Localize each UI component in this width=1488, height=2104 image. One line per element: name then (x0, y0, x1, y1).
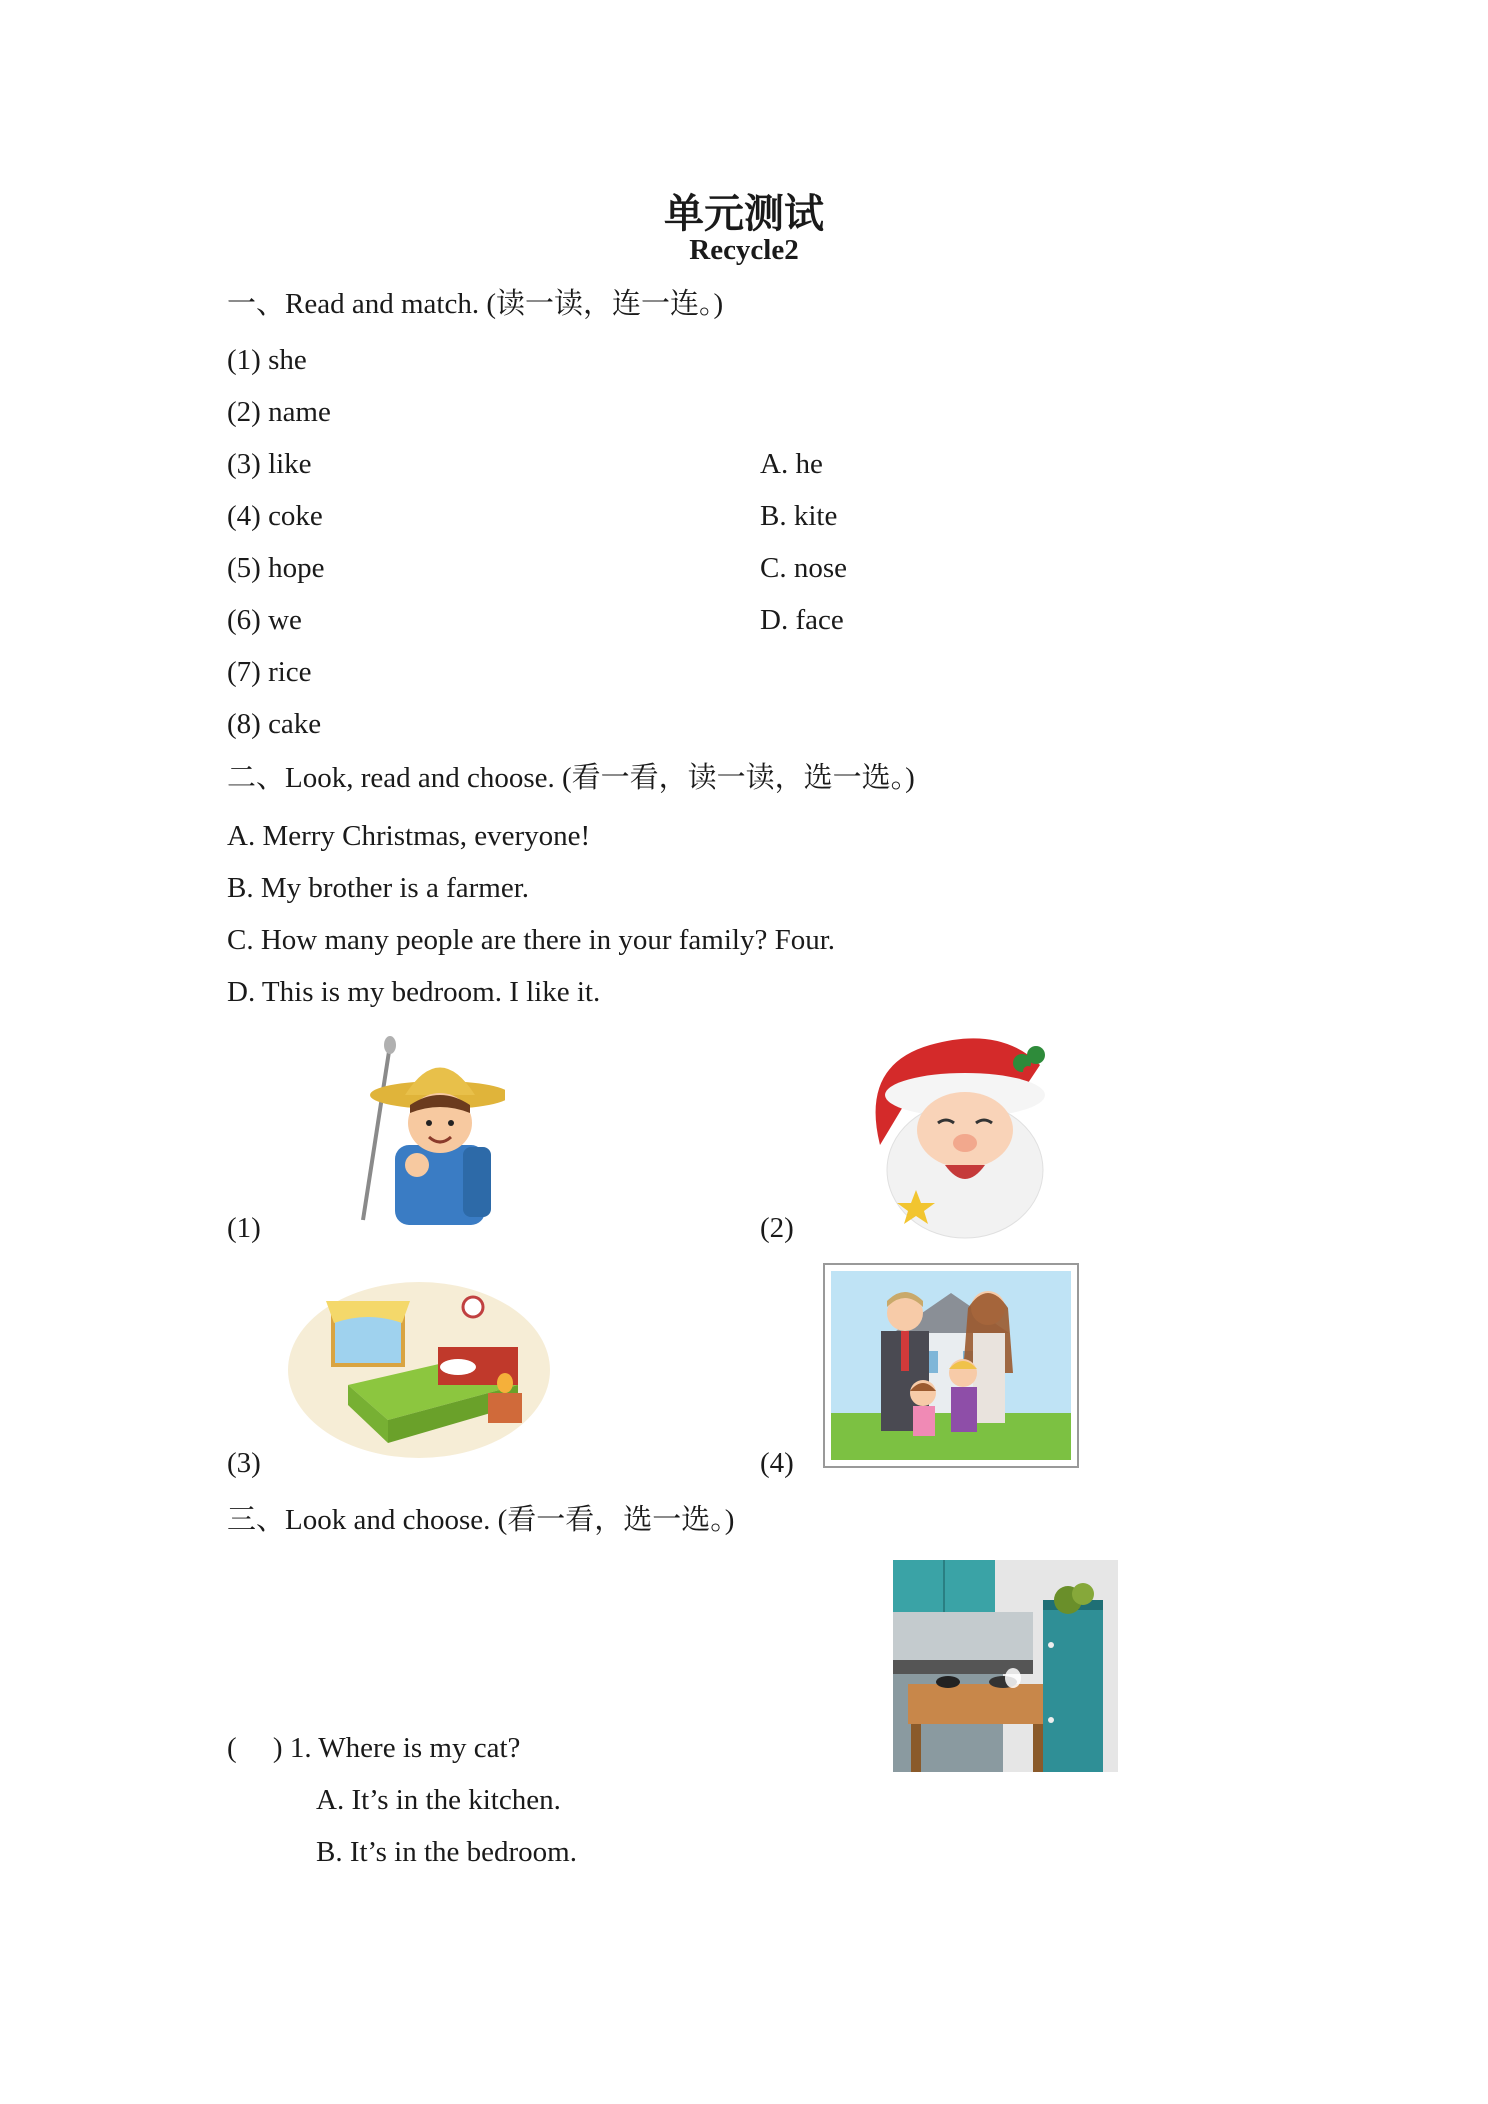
kitchen-picture (893, 1560, 1118, 1772)
question-1: ( ) 1. Where is my cat? (227, 1732, 521, 1764)
picture-label: (2) (760, 1212, 794, 1244)
match-left-item: (2) name (227, 396, 331, 428)
choice-sentence: D. This is my bedroom. I like it. (227, 976, 601, 1008)
choice-sentence: A. Merry Christmas, everyone! (227, 820, 591, 852)
bedroom-picture (288, 1275, 550, 1460)
section1-heading: 一、Read and match. (读一读，连一连。) (227, 288, 724, 320)
page-subtitle: Recycle2 (689, 234, 799, 266)
section3-heading: 三、Look and choose. (看一看，选一选。) (227, 1504, 735, 1536)
match-right-item: D. face (760, 604, 844, 636)
answer-option-a: A. It’s in the kitchen. (316, 1784, 561, 1816)
match-left-item: (1) she (227, 344, 307, 376)
picture-label: (4) (760, 1447, 794, 1479)
answer-option-b: B. It’s in the bedroom. (316, 1836, 577, 1868)
santa-claus-picture (850, 1025, 1060, 1240)
match-left-item: (3) like (227, 448, 312, 480)
match-right-item: B. kite (760, 500, 838, 532)
picture-label: (3) (227, 1447, 261, 1479)
farmer-boy-picture (345, 1035, 505, 1235)
page-title: 单元测试 (664, 191, 824, 237)
choice-sentence: B. My brother is a farmer. (227, 872, 530, 904)
match-left-item: (8) cake (227, 708, 322, 740)
section2-heading: 二、Look, read and choose. (看一看，读一读，选一选。) (227, 762, 915, 794)
match-left-item: (6) we (227, 604, 302, 636)
match-left-item: (4) coke (227, 500, 323, 532)
match-left-item: (7) rice (227, 656, 312, 688)
match-right-item: C. nose (760, 552, 847, 584)
choice-sentence: C. How many people are there in your family? Four. (227, 924, 836, 956)
family-picture (823, 1263, 1079, 1468)
match-right-item: A. he (760, 448, 823, 480)
match-left-item: (5) hope (227, 552, 325, 584)
picture-label: (1) (227, 1212, 261, 1244)
